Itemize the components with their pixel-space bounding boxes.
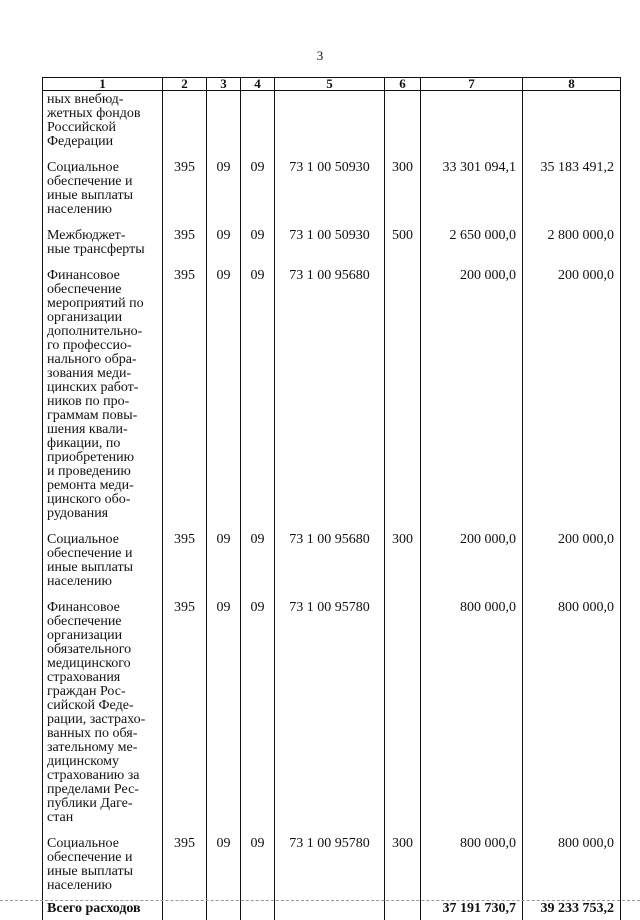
table-row: [43, 157, 621, 225]
table-row: [43, 597, 621, 833]
row-value-cell: 200 000,0: [421, 529, 523, 597]
row-value-cell: 35 183 491,2: [523, 157, 621, 225]
bottom-rule: [0, 900, 640, 901]
row-value-cell: 395: [163, 265, 207, 529]
row-value-cell: 09: [207, 833, 241, 901]
row-value-cell: [523, 91, 621, 158]
table-body: [43, 91, 621, 920]
empty-cell: [241, 901, 275, 920]
table-row: [43, 265, 621, 529]
row-name-cell: Социальное обеспечение и иные выплаты населению: [43, 833, 163, 901]
row-name-cell: Финансовое обеспечение организации обязательного медицинского страхования граждан Рос- сийской Феде- рации, застрахо- ванных по обя- зательному ме- дицинскому страхованию за пределами Рес- публики Даге- стан: [43, 597, 163, 833]
empty-cell: [275, 901, 385, 920]
row-value-cell: 09: [207, 157, 241, 225]
row-value-cell: 2 650 000,0: [421, 225, 523, 265]
row-value-cell: 395: [163, 157, 207, 225]
table-row: [43, 529, 621, 597]
expenditure-table: [42, 77, 621, 920]
row-value-cell: 300: [385, 529, 421, 597]
row-value-cell: 09: [207, 265, 241, 529]
row-value-cell: 300: [385, 157, 421, 225]
page-number: 3: [0, 48, 640, 64]
total-value-col8: 39 233 753,2: [523, 901, 621, 920]
row-value-cell: [421, 91, 523, 158]
row-value-cell: 09: [241, 529, 275, 597]
row-value-cell: [385, 91, 421, 158]
column-header: 6: [385, 78, 421, 91]
row-value-cell: 200 000,0: [523, 265, 621, 529]
row-value-cell: [385, 597, 421, 833]
row-name-cell: ных внебюд- жетных фондов Российской Федерации: [43, 91, 163, 158]
row-value-cell: [207, 91, 241, 158]
row-value-cell: 395: [163, 225, 207, 265]
row-value-cell: 200 000,0: [421, 265, 523, 529]
total-label: Всего расходов: [43, 901, 163, 920]
header-row: [43, 78, 621, 91]
table-row: [43, 225, 621, 265]
row-value-cell: 395: [163, 833, 207, 901]
column-header: 1: [43, 78, 163, 91]
row-value-cell: 395: [163, 529, 207, 597]
row-value-cell: 500: [385, 225, 421, 265]
row-value-cell: 73 1 00 50930: [275, 157, 385, 225]
table-row: [43, 833, 621, 901]
row-value-cell: 73 1 00 95780: [275, 833, 385, 901]
row-name-cell: Социальное обеспечение и иные выплаты населению: [43, 529, 163, 597]
column-header: 7: [421, 78, 523, 91]
column-header: 5: [275, 78, 385, 91]
row-value-cell: 09: [241, 597, 275, 833]
row-value-cell: [275, 91, 385, 158]
row-value-cell: [163, 91, 207, 158]
row-name-cell: Финансовое обеспечение мероприятий по организации дополнительно- го профессио- нального обра- зования меди- цинских работ- ников по про- граммам повы- шения квали- фикации, по приобретению и проведению ремонта меди- цинского обо- рудования: [43, 265, 163, 529]
row-value-cell: 33 301 094,1: [421, 157, 523, 225]
row-name-cell: Социальное обеспечение и иные выплаты населению: [43, 157, 163, 225]
row-value-cell: [385, 265, 421, 529]
total-value-col7: 37 191 730,7: [421, 901, 523, 920]
row-value-cell: 73 1 00 95780: [275, 597, 385, 833]
row-value-cell: [241, 91, 275, 158]
row-value-cell: 800 000,0: [523, 833, 621, 901]
row-value-cell: 73 1 00 50930: [275, 225, 385, 265]
row-value-cell: 800 000,0: [421, 597, 523, 833]
row-value-cell: 09: [241, 265, 275, 529]
table-row: [43, 91, 621, 158]
row-value-cell: 09: [241, 833, 275, 901]
row-value-cell: 09: [207, 597, 241, 833]
row-value-cell: 09: [241, 157, 275, 225]
row-name-cell: Межбюджет- ные трансферты: [43, 225, 163, 265]
row-value-cell: 2 800 000,0: [523, 225, 621, 265]
row-value-cell: 800 000,0: [523, 597, 621, 833]
row-value-cell: 73 1 00 95680: [275, 265, 385, 529]
total-row: [43, 901, 621, 920]
row-value-cell: 200 000,0: [523, 529, 621, 597]
row-value-cell: 09: [207, 225, 241, 265]
empty-cell: [163, 901, 207, 920]
row-value-cell: 395: [163, 597, 207, 833]
empty-cell: [207, 901, 241, 920]
row-value-cell: 73 1 00 95680: [275, 529, 385, 597]
column-header: 2: [163, 78, 207, 91]
column-header: 8: [523, 78, 621, 91]
row-value-cell: 300: [385, 833, 421, 901]
empty-cell: [385, 901, 421, 920]
row-value-cell: 800 000,0: [421, 833, 523, 901]
column-header: 3: [207, 78, 241, 91]
row-value-cell: 09: [207, 529, 241, 597]
column-header: 4: [241, 78, 275, 91]
row-value-cell: 09: [241, 225, 275, 265]
